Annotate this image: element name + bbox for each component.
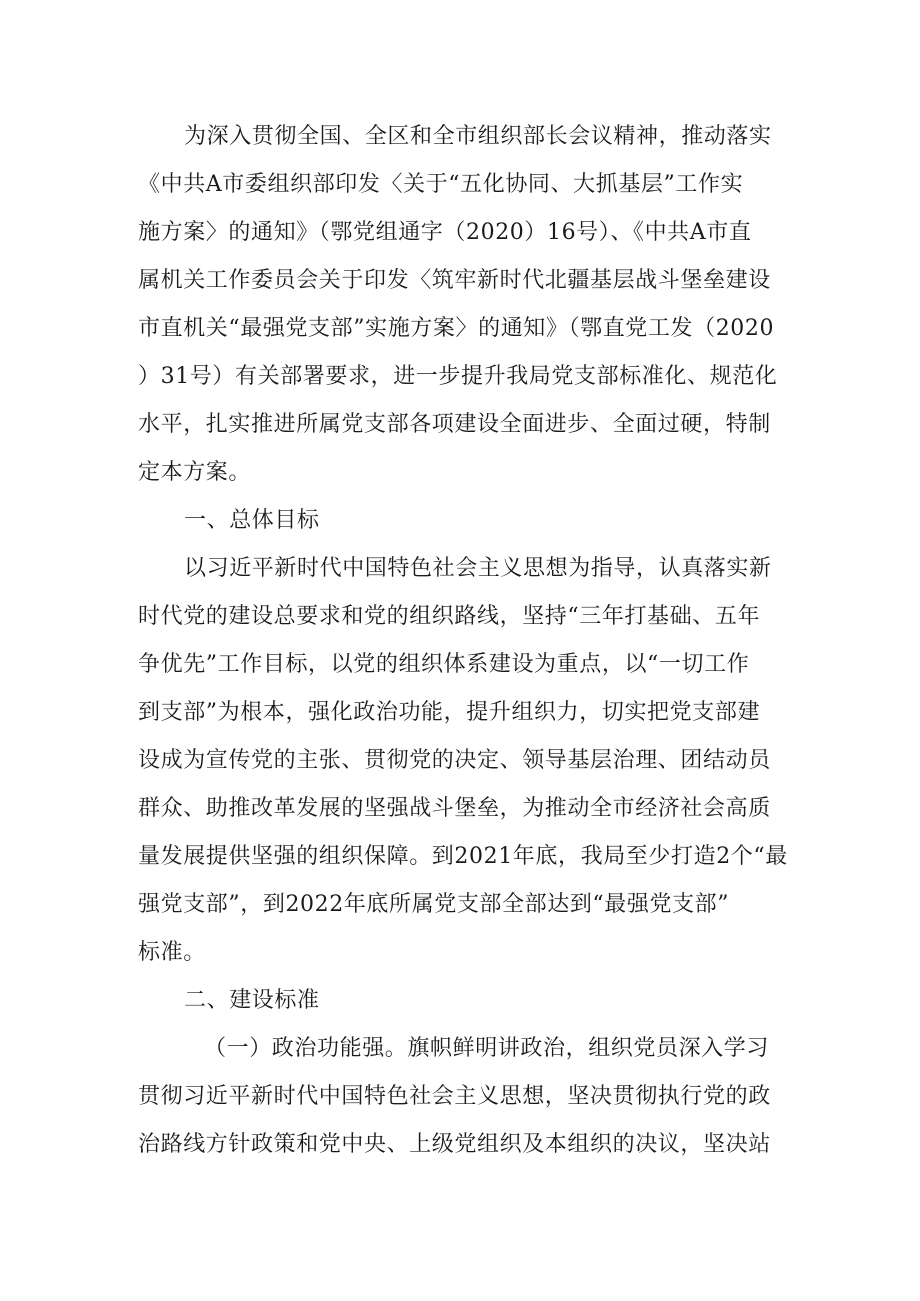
text-line: ）31号）有关部署要求，进一步提升我局党支部标准化、规范化 [138, 364, 778, 389]
text-line: 强党支部”，到2022年底所属党支部全部达到“最强党支部” [138, 892, 730, 917]
text-line: 水平，扎实推进所属党支部各项建设全面进步、全面过硬，特制 [138, 412, 771, 437]
text-line: 市直机关“最强党支部”实施方案〉的通知》（鄂直党工发（2020 [138, 316, 775, 341]
text-line: 为深入贯彻全国、全区和全市组织部长会议精神，推动落实 [184, 124, 772, 149]
text-line: （一）政治功能强。旗帜鲜明讲政治，组织党员深入学习 [204, 1036, 770, 1061]
text-line: 属机关工作委员会关于印发〈筑牢新时代北疆基层战斗堡垒建设 [138, 268, 771, 293]
text-line: 《中共A市委组织部印发〈关于“五化协同、大抓基层”工作实 [138, 172, 744, 197]
intro-paragraph [138, 113, 788, 497]
text-line: 群众、助推改革发展的坚强战斗堡垒，为推动全市经济社会高质 [138, 796, 771, 821]
section-heading-text: 一、总体目标 [184, 508, 320, 533]
text-line: 争优先”工作目标，以党的组织体系建设为重点，以“一切工作 [138, 652, 750, 677]
text-line: 标准。 [138, 940, 206, 965]
text-line: 贯彻习近平新时代中国特色社会主义思想，坚决贯彻执行党的政 [138, 1084, 771, 1109]
text-line: 治路线方针政策和党中央、上级党组织及本组织的决议，坚决站 [138, 1132, 771, 1157]
section-heading-1 [138, 497, 788, 545]
text-line: 到支部”为根本，强化政治功能，提升组织力，切实把党支部建 [138, 700, 761, 725]
text-line: 施方案〉的通知》（鄂党组通字（2020）16号）、《中共A市直 [138, 220, 752, 245]
text-line: 以习近平新时代中国特色社会主义思想为指导，认真落实新 [184, 556, 772, 581]
section-heading-text: 二、建设标准 [184, 988, 320, 1013]
text-line: 时代党的建设总要求和党的组织路线，坚持“三年打基础、五年 [138, 604, 761, 629]
text-line: 设成为宣传党的主张、贯彻党的决定、领导基层治理、团结动员 [138, 748, 771, 773]
standard-paragraph [138, 1025, 788, 1169]
text-line: 定本方案。 [138, 460, 252, 485]
section-heading-2 [138, 977, 788, 1025]
text-line: 量发展提供坚强的组织保障。到2021年底，我局至少打造2个“最 [138, 844, 788, 869]
goal-paragraph [138, 545, 788, 977]
